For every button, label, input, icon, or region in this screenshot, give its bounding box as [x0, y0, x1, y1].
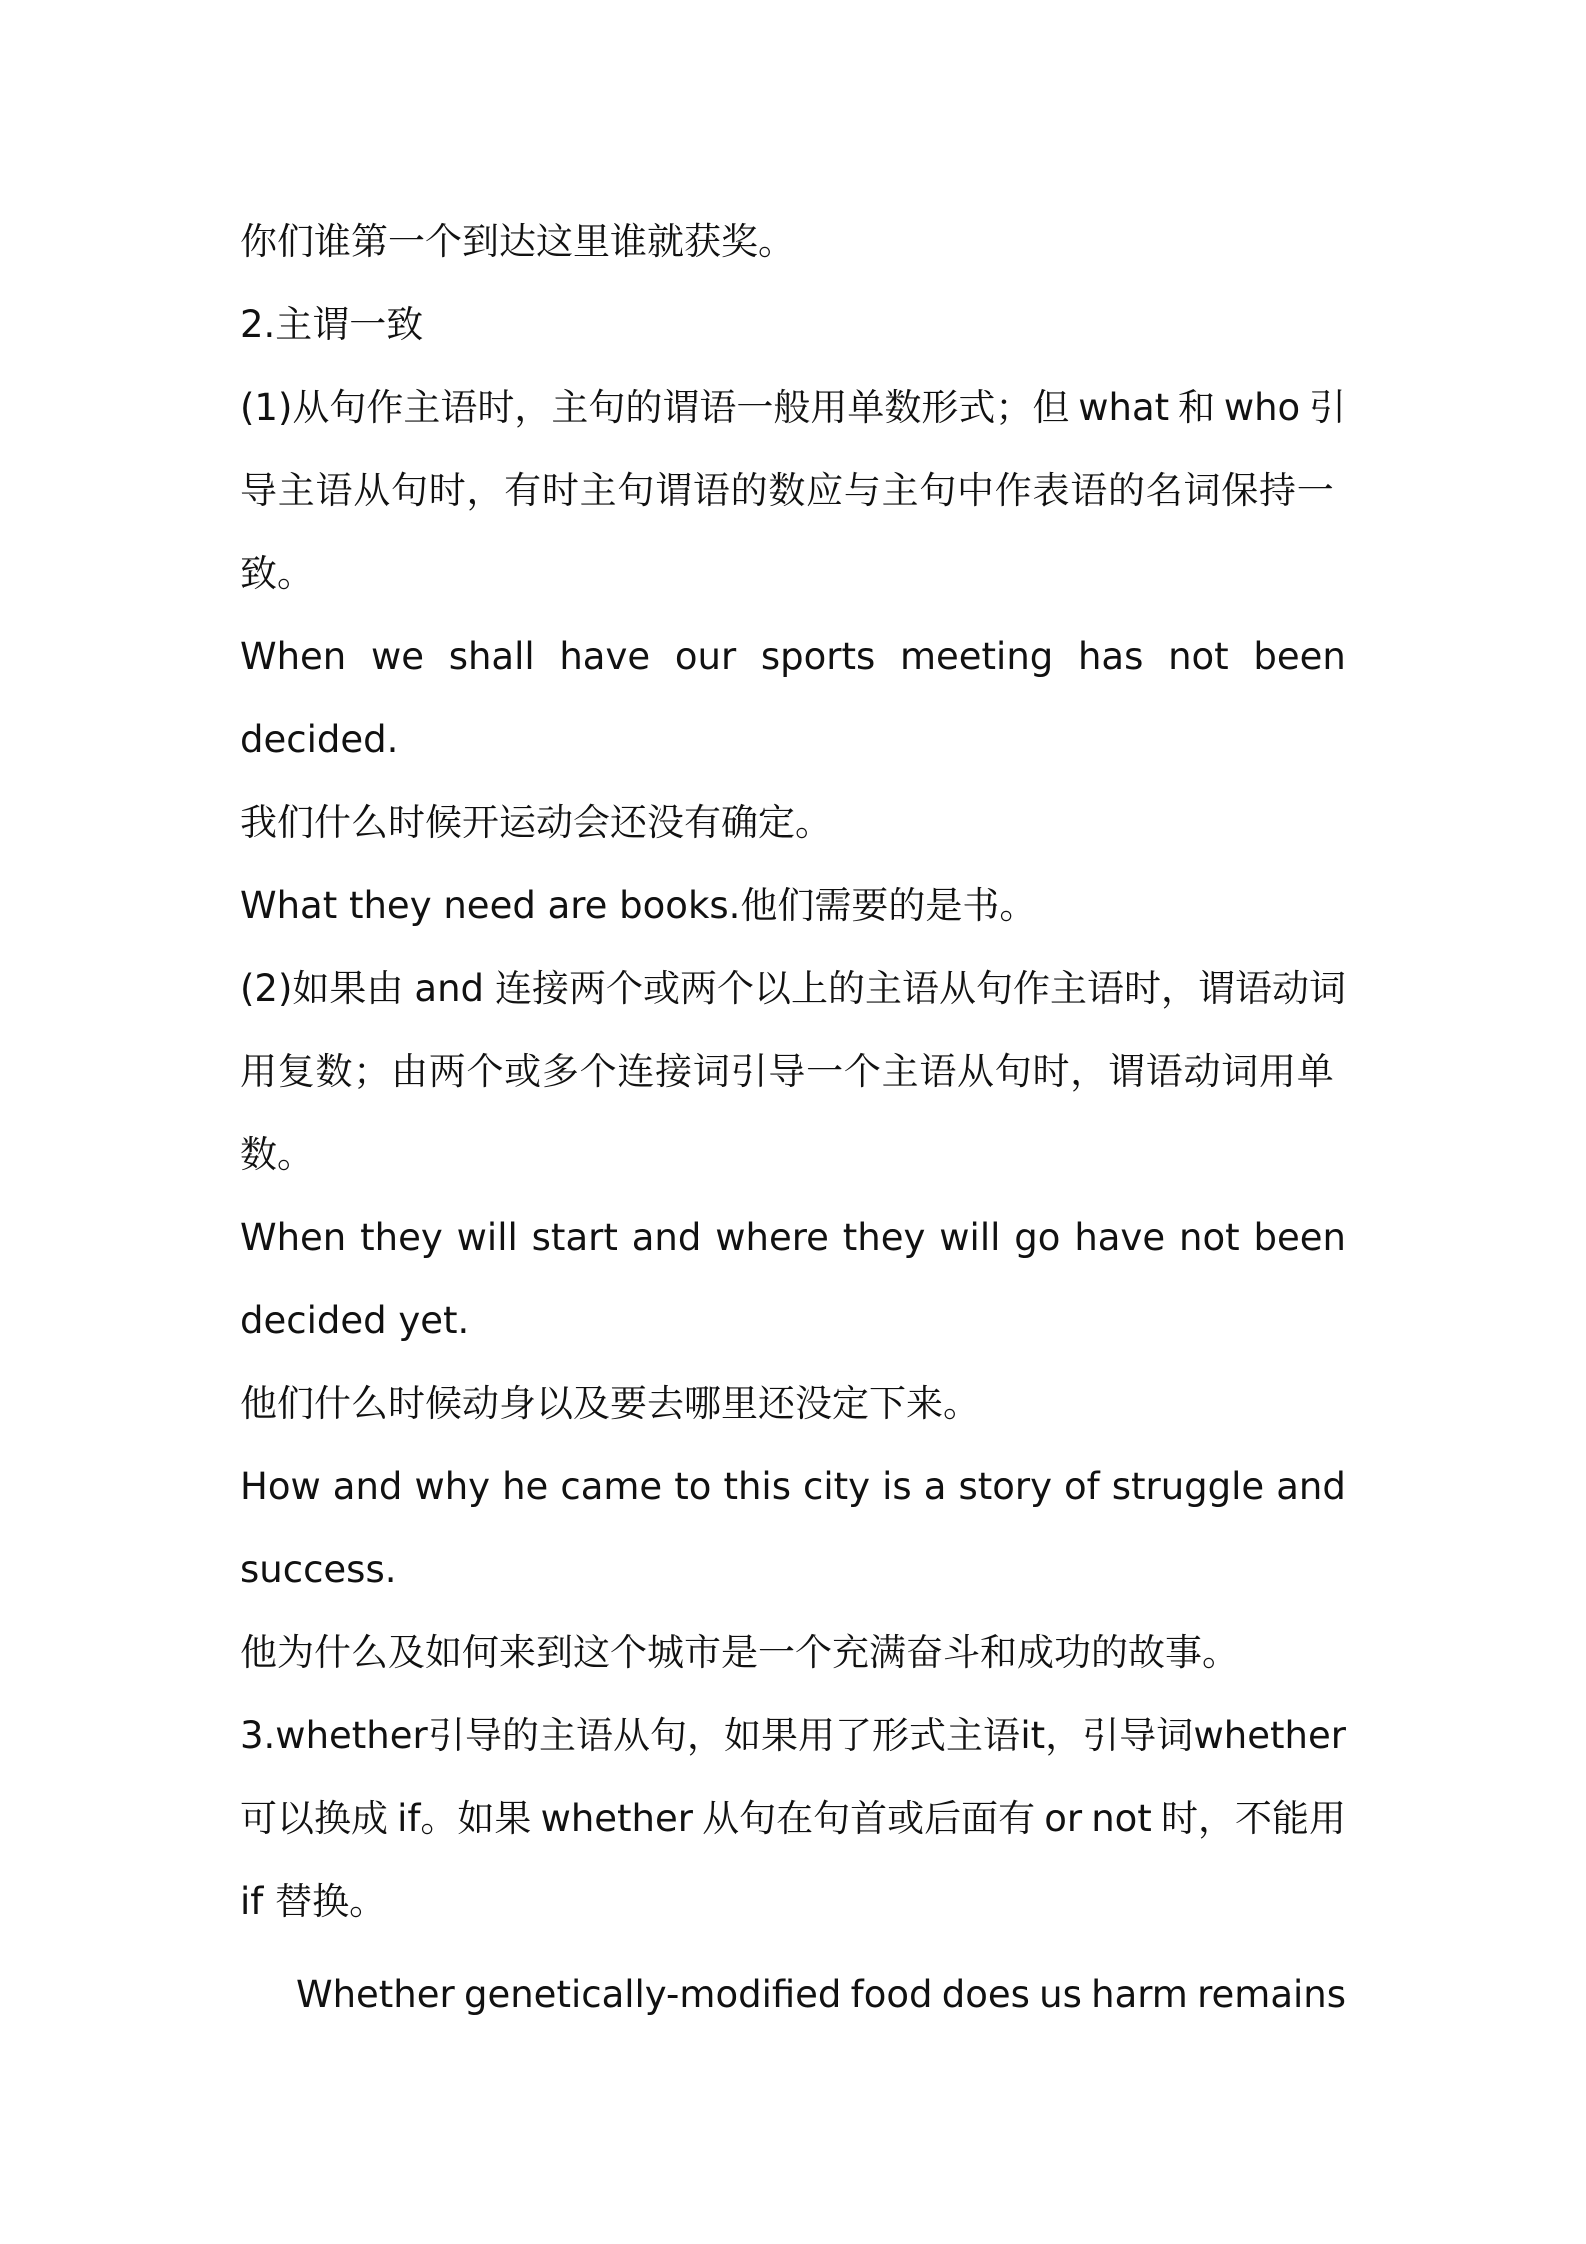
text-line-3 — [240, 366, 1346, 449]
justified-word: How — [240, 1465, 321, 1508]
justified-word: shall — [448, 635, 535, 678]
example-sentence-1-end: decided. — [240, 718, 399, 761]
justified-word: genetically-modified — [463, 1973, 842, 2016]
section-heading-subject-verb-agreement: 2.主谓一致 — [240, 303, 424, 346]
justified-word: 引导的主语从句，如果用了形式主语 — [428, 1714, 1021, 1757]
justified-word: (1)从句作主语时，主句的谓语一般用单数形式；但 — [240, 386, 1070, 429]
justified-word: it，引导词 — [1020, 1714, 1194, 1757]
justified-word: to — [674, 1465, 712, 1508]
justified-word: city — [803, 1465, 871, 1508]
justified-word: When — [240, 1216, 347, 1259]
example-sentence-5 — [240, 1953, 1346, 2036]
justified-word: what — [1078, 386, 1170, 429]
justified-word: a — [923, 1465, 947, 1508]
justified-word: who — [1223, 386, 1301, 429]
justified-word: where — [715, 1216, 829, 1259]
justified-word: and — [631, 1216, 702, 1259]
justified-word: story — [958, 1465, 1052, 1508]
justified-word: they — [360, 1216, 443, 1259]
justified-word: us — [1039, 1973, 1082, 2016]
justified-word: why — [414, 1465, 491, 1508]
justified-word: and — [332, 1465, 403, 1508]
justified-word: will — [456, 1216, 518, 1259]
example-sentence-3-end: decided yet. — [240, 1299, 470, 1342]
justified-word: 连接两个或两个以上的主语从句作主语时，谓语动词 — [494, 967, 1346, 1010]
justified-word: harm — [1091, 1973, 1188, 2016]
justified-word: 可以换成 — [240, 1797, 388, 1840]
translation-1: 我们什么时候开运动会还没有确定。 — [240, 801, 832, 844]
text-line-20 — [240, 1777, 1346, 1860]
justified-word: and — [1276, 1465, 1346, 1508]
justified-word: struggle — [1111, 1465, 1265, 1508]
justified-word: not — [1168, 635, 1229, 678]
justified-word: Whether — [296, 1973, 455, 2016]
example-sentence-1 — [240, 615, 1346, 698]
justified-word: this — [723, 1465, 791, 1508]
justified-word: if。如果 — [397, 1797, 532, 1840]
text-line-11: 用复数；由两个或多个连接词引导一个主语从句时，谓语动词用单 — [240, 1050, 1335, 1093]
justified-word: or — [1044, 1797, 1083, 1840]
justified-word: 和 — [1177, 386, 1215, 429]
justified-word: of — [1064, 1465, 1100, 1508]
justified-word: not — [1091, 1797, 1152, 1840]
justified-word: 3.whether — [240, 1714, 428, 1757]
justified-word: whether — [1193, 1714, 1346, 1757]
justified-word: he — [502, 1465, 549, 1508]
justified-word: remains — [1197, 1973, 1346, 2016]
justified-word: whether — [540, 1797, 693, 1840]
justified-word: they — [842, 1216, 926, 1259]
justified-word: does — [941, 1973, 1030, 2016]
translation-3: 他们什么时候动身以及要去哪里还没定下来。 — [240, 1382, 980, 1425]
translation-4: 他为什么及如何来到这个城市是一个充满奋斗和成功的故事。 — [240, 1631, 1239, 1674]
text-line-4: 导主语从句时，有时主句谓语的数应与主句中作表语的名词保持一 — [240, 469, 1335, 512]
example-sentence-2: What they need are books.他们需要的是书。 — [240, 884, 1037, 927]
justified-word: sports — [760, 635, 876, 678]
justified-word: 从句在句首或后面有 — [702, 1797, 1036, 1840]
justified-word: start — [531, 1216, 618, 1259]
justified-word: been — [1253, 635, 1346, 678]
justified-word: is — [882, 1465, 912, 1508]
text-line-21: if 替换。 — [240, 1880, 387, 1923]
document-body — [240, 200, 1346, 2036]
example-sentence-4 — [240, 1445, 1346, 1528]
justified-word: food — [850, 1973, 933, 2016]
justified-word: and — [414, 967, 485, 1010]
justified-word: have — [559, 635, 651, 678]
justified-word: When — [240, 635, 347, 678]
justified-word: not — [1179, 1216, 1240, 1259]
text-line-10 — [240, 947, 1346, 1030]
justified-word: been — [1253, 1216, 1346, 1259]
text-line-12: 数。 — [240, 1133, 314, 1176]
justified-word: go — [1014, 1216, 1061, 1259]
justified-word: our — [674, 635, 737, 678]
justified-word: meeting — [899, 635, 1054, 678]
justified-word: will — [939, 1216, 1001, 1259]
justified-word: we — [370, 635, 424, 678]
justified-word: (2)如果由 — [240, 967, 404, 1010]
text-line-19 — [240, 1694, 1346, 1777]
example-sentence-3 — [240, 1196, 1346, 1279]
justified-word: has — [1077, 635, 1144, 678]
justified-word: have — [1074, 1216, 1166, 1259]
justified-word: 引 — [1309, 386, 1346, 429]
text-line-1: 你们谁第一个到达这里谁就获奖。 — [240, 220, 795, 263]
justified-word: 时，不能用 — [1160, 1797, 1346, 1840]
text-line-5: 致。 — [240, 552, 314, 595]
justified-word: came — [560, 1465, 663, 1508]
example-sentence-4-end: success. — [240, 1548, 397, 1591]
